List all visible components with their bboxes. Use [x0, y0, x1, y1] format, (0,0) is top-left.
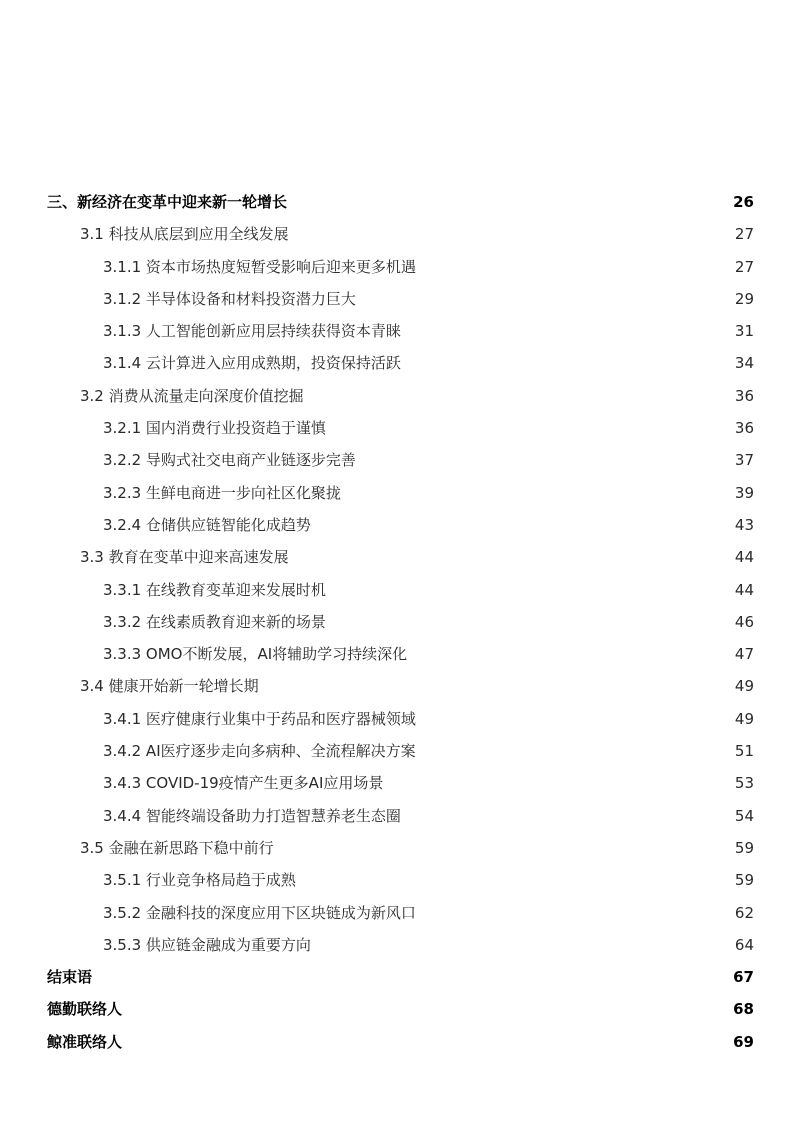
toc-entry-page: 31	[734, 322, 754, 341]
toc-entry[interactable]	[0, 767, 800, 799]
toc-entry-page: 27	[734, 257, 754, 276]
toc-entry-page: 34	[734, 354, 754, 373]
toc-entry-title: 结束语	[47, 968, 93, 987]
toc-entry[interactable]	[0, 864, 800, 896]
toc-entry-page: 47	[734, 645, 754, 664]
toc-entry-page: 43	[734, 515, 754, 534]
toc-entry-page: 53	[734, 774, 754, 793]
toc-entry[interactable]	[0, 1026, 800, 1058]
toc-entry[interactable]	[0, 735, 800, 767]
toc-entry-title: 3.2.4 仓储供应链智能化成趋势	[103, 515, 311, 534]
toc-entry-title: 3.2.3 生鲜电商进一步向社区化聚拢	[103, 483, 341, 502]
toc-entry[interactable]	[0, 477, 800, 509]
toc-entry-page: 44	[734, 580, 754, 599]
toc-entry[interactable]	[0, 315, 800, 347]
toc-entry-page: 49	[734, 709, 754, 728]
toc-entry-page: 59	[734, 871, 754, 890]
toc-entry[interactable]	[0, 832, 800, 864]
toc-entry-title: 3.3.3 OMO不断发展，AI将辅助学习持续深化	[103, 645, 408, 664]
toc-entry[interactable]	[0, 444, 800, 476]
toc-entry[interactable]	[0, 800, 800, 832]
toc-entry[interactable]	[0, 541, 800, 573]
toc-entry-title: 3.2.1 国内消费行业投资趋于谨慎	[103, 419, 326, 438]
toc-entry[interactable]	[0, 606, 800, 638]
toc-entry[interactable]	[0, 574, 800, 606]
toc-entry-title: 3.4.2 AI医疗逐步走向多病种、全流程解决方案	[103, 742, 416, 761]
toc-entry-page: 36	[734, 419, 754, 438]
toc-entry[interactable]	[0, 897, 800, 929]
toc-entry-title: 3.1.2 半导体设备和材料投资潜力巨大	[103, 289, 356, 308]
toc-entry-page: 29	[734, 289, 754, 308]
toc-entry-page: 37	[734, 451, 754, 470]
toc-entry-title: 3.5.2 金融科技的深度应用下区块链成为新风口	[103, 903, 416, 922]
toc-entry-page: 68	[733, 1000, 754, 1019]
toc-entry[interactable]	[0, 703, 800, 735]
toc-entry-title: 3.1 科技从底层到应用全线发展	[80, 225, 289, 244]
toc-entry-page: 54	[734, 806, 754, 825]
toc-entry-title: 3.3.2 在线素质教育迎来新的场景	[103, 612, 326, 631]
table-of-contents	[0, 186, 800, 1058]
toc-entry[interactable]	[0, 347, 800, 379]
toc-entry-title: 3.4.3 COVID-19疫情产生更多AI应用场景	[103, 774, 384, 793]
toc-entry[interactable]	[0, 929, 800, 961]
toc-entry-page: 36	[734, 386, 754, 405]
toc-entry[interactable]	[0, 251, 800, 283]
toc-entry-title: 3.5 金融在新思路下稳中前行	[80, 838, 274, 857]
toc-entry-page: 59	[734, 838, 754, 857]
toc-entry[interactable]	[0, 218, 800, 250]
toc-entry[interactable]	[0, 993, 800, 1025]
toc-entry[interactable]	[0, 961, 800, 993]
toc-entry[interactable]	[0, 509, 800, 541]
toc-entry-title: 3.3.1 在线教育变革迎来发展时机	[103, 580, 326, 599]
toc-entry[interactable]	[0, 283, 800, 315]
toc-entry[interactable]	[0, 412, 800, 444]
toc-entry-page: 49	[734, 677, 754, 696]
toc-entry-page: 46	[734, 612, 754, 631]
toc-entry-title: 3.1.3 人工智能创新应用层持续获得资本青睐	[103, 322, 401, 341]
toc-entry-title: 3.5.3 供应链金融成为重要方向	[103, 935, 311, 954]
toc-entry-page: 26	[733, 193, 754, 211]
toc-entry-title: 3.5.1 行业竞争格局趋于成熟	[103, 871, 296, 890]
toc-entry-page: 67	[733, 968, 754, 987]
toc-entry-title: 3.4 健康开始新一轮增长期	[80, 677, 259, 696]
toc-entry-title: 3.4.1 医疗健康行业集中于药品和医疗器械领域	[103, 709, 416, 728]
toc-entry[interactable]	[0, 186, 800, 218]
toc-entry[interactable]	[0, 670, 800, 702]
toc-entry-title: 3.3 教育在变革中迎来高速发展	[80, 548, 289, 567]
toc-entry-page: 44	[734, 548, 754, 567]
toc-entry[interactable]	[0, 380, 800, 412]
toc-entry-page: 62	[734, 903, 754, 922]
toc-entry-title: 三、新经济在变革中迎来新一轮增长	[47, 193, 288, 211]
toc-entry-title: 鲸准联络人	[47, 1032, 123, 1051]
toc-entry-page: 64	[734, 935, 754, 954]
toc-entry-page: 27	[734, 225, 754, 244]
toc-entry-title: 3.4.4 智能终端设备助力打造智慧养老生态圈	[103, 806, 401, 825]
toc-entry-title: 3.1.4 云计算进入应用成熟期，投资保持活跃	[103, 354, 401, 373]
toc-entry-title: 3.2.2 导购式社交电商产业链逐步完善	[103, 451, 356, 470]
toc-entry-page: 69	[733, 1032, 754, 1051]
toc-entry-page: 51	[734, 742, 754, 761]
toc-entry-title: 3.2 消费从流量走向深度价值挖掘	[80, 386, 304, 405]
toc-entry-title: 3.1.1 资本市场热度短暂受影响后迎来更多机遇	[103, 257, 416, 276]
toc-entry-page: 39	[734, 483, 754, 502]
toc-entry[interactable]	[0, 638, 800, 670]
toc-entry-title: 德勤联络人	[47, 1000, 123, 1019]
